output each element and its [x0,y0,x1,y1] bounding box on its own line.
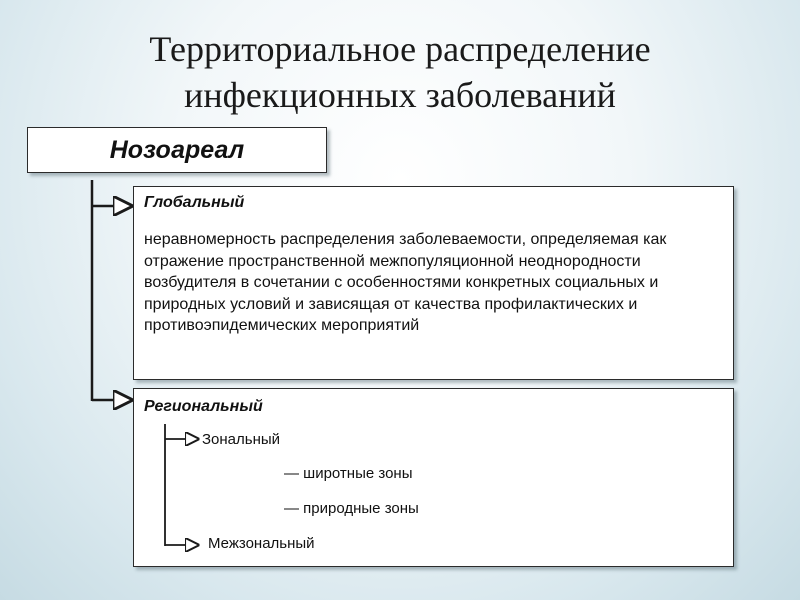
latitudinal-zones-item: — широтные зоны [284,465,413,482]
global-heading: Глобальный [144,194,245,211]
slide-title [0,26,800,118]
root-node-label: Нозоареал [109,135,245,164]
regional-heading: Региональный [144,398,263,415]
title-line-1: Территориальное распределение [149,29,651,69]
title-line-2: инфекционных заболеваний [184,75,616,115]
global-node-box [133,186,734,380]
zonal-item: Зональный [202,431,281,448]
regional-node-box [133,388,734,567]
root-node-box [27,127,327,173]
global-description: неравномерность распределения заболеваемости, определяемая как отражение пространственной межпопуляционной неоднородности возбудителя в сочетании с особенностями конкретных социальных и природных условий и зависящая от качества профилактических и противоэпидемических мероприятий [144,231,667,334]
interzonal-item: Межзональный [208,535,315,552]
natural-zones-item: — природные зоны [284,500,419,517]
